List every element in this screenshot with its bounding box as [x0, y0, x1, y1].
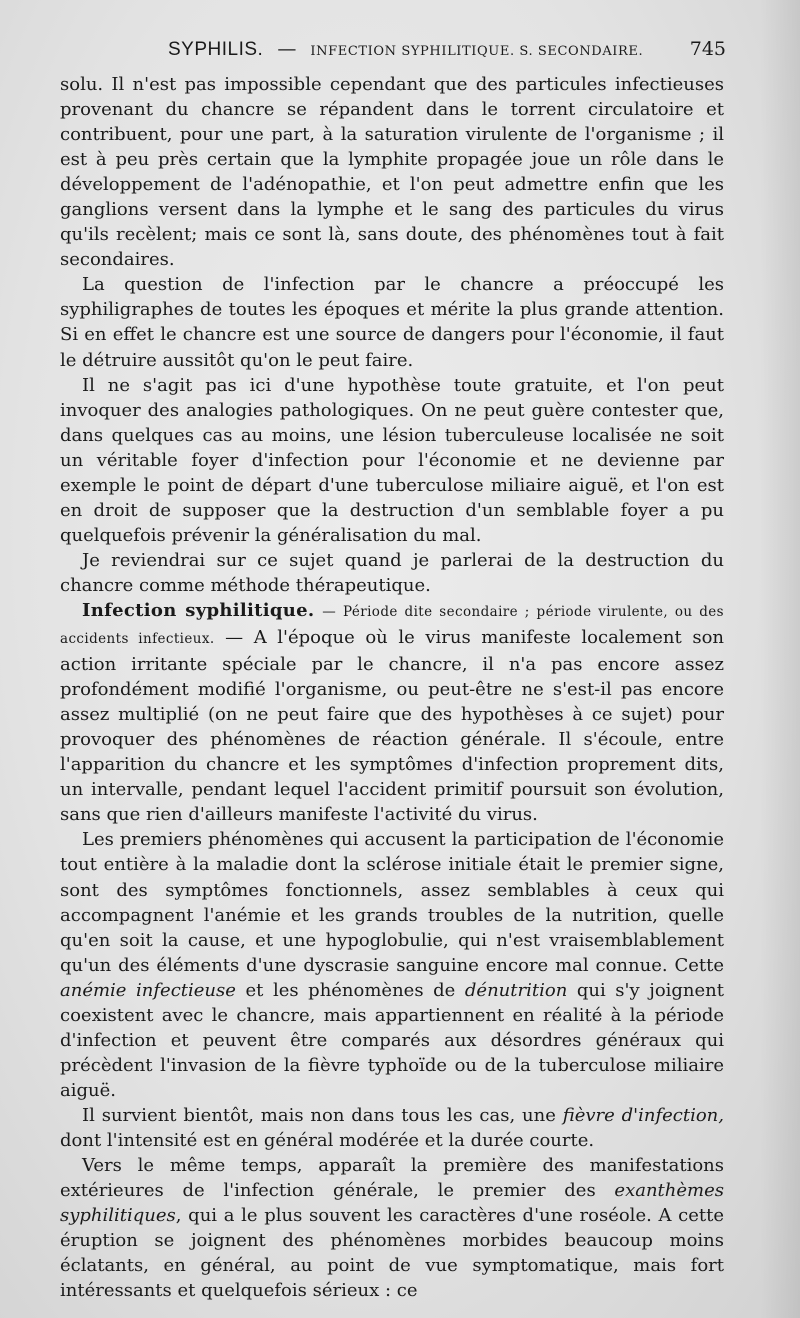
paragraph-4: Je reviendrai sur ce sujet quand je parlerai de la destruction du chancre comme méthode thérapeutique. — [60, 549, 724, 596]
paragraph-6-text-c: qui s'y joignent coexistent avec le chancre, mais appartiennent en réalité à la période d'infection et peuvent être comparés aux désordres généraux qui précèdent l'invasion de la fièvre typhoïde ou de la tuberculose miliaire aiguë. — [60, 979, 725, 1101]
paragraph-8 — [60, 1153, 724, 1303]
section-heading: Infection syphilitique. — [82, 599, 315, 621]
paragraph-6-text-b: et les phénomènes de — [235, 979, 465, 1001]
running-title: SYPHILIS. — [168, 39, 264, 60]
paragraph-8-text-a: Vers le même temps, apparaît la première des manifestations extérieures de l'infection générale, le premier des — [60, 1155, 724, 1202]
paragraph-2: La question de l'infection par le chancre a préoccupé les syphiligraphes de toutes les époques et mérite la plus grande attention. Si en effet le chancre est une source de dangers pour l'économie, il faut le détruire aussitôt qu'on le peut faire. — [60, 274, 724, 371]
running-subtitle: INFECTION SYPHILITIQUE. S. SECONDAIRE. — [310, 44, 644, 59]
paragraph-8-text-b: , qui a le plus souvent les caractères d'une roséole. A cette éruption se joignent des phénomènes morbides beaucoup moins éclatants, en général, au point de vue symptomatique, mais fort intéressants et quelquefois sérieux : ce — [60, 1205, 724, 1302]
paragraph-7 — [60, 1103, 724, 1153]
paragraph-3: Il ne s'agit pas ici d'une hypothèse toute gratuite, et l'on peut invoquer des analogies pathologiques. On ne peut guère contester que, dans quelques cas au moins, une lésion tuberculeuse localisée ne soit un véritable foyer d'infection pour l'économie et ne devienne par exemple le point de départ d'une tuberculose miliaire aiguë, et l'on est en droit de supposer que la destruction d'un semblable foyer a pu quelquefois prévenir la généralisation du mal. — [60, 374, 724, 546]
term-anemie-infectieuse: anémie infectieuse — [60, 979, 236, 1001]
paragraph-6 — [60, 827, 724, 1103]
paragraph-6-text-a: Les premiers phénomènes qui accusent la participation de l'économie tout entière à la maladie dont la sclérose initiale était le premier signe, sont des symptômes fonctionnels, assez semblables à ceux qui accompagnent l'anémie et les grands troubles de la nutrition, quelle qu'en soit la cause, et une hypoglobulie, qui n'est vraisemblablement qu'un des éléments d'une dyscrasie sanguine encore mal connue. Cette — [60, 829, 724, 976]
term-denutrition: dénutrition — [464, 979, 568, 1001]
paragraph-1: solu. Il n'est pas impossible cependant que des particules infectieuses provenant du chancre se répandent dans le torrent circulatoire et contribuent, pour une part, à la saturation virulente de l'organisme ; il est à peu près certain que la lymphite propagée joue un rôle dans le développement de l'adénopathie, et l'on peut admettre enfin que les ganglions versent dans la lymphe et le sang des particules du virus qu'ils recèlent; mais ce sont là, sans doute, des phénomènes tout à fait secondaires. — [60, 74, 724, 271]
paragraph-5-section — [60, 598, 724, 827]
header-dash: — — [277, 38, 297, 60]
term-exanthemes: exanthèmes syphilitiques — [60, 1180, 724, 1227]
paragraph-7-text-b: dont l'intensité est en général modérée et la durée courte. — [60, 1129, 595, 1151]
section-subheading: — Période dite secondaire ; période virulente, ou des accidents infectieux. — [60, 603, 724, 648]
body-text — [60, 72, 724, 1303]
page-edge-shadow — [760, 0, 800, 1318]
running-header — [168, 38, 726, 68]
paragraph-7-text-a: Il survient bientôt, mais non dans tous les cas, une — [82, 1104, 563, 1126]
term-fievre-infection: fièvre d'infection, — [562, 1104, 724, 1126]
page-number: 745 — [689, 38, 726, 60]
paragraph-5-text: — A l'époque où le virus manifeste localement son action irritante spéciale par le chancre, il n'a pas encore assez profondément modifié l'organisme, ou peut-être ne s'est-il pas encore assez multiplié (on ne peut faire que des hypothèses à ce sujet) pour provoquer des phénomènes de réaction générale. Il s'écoule, entre l'apparition du chancre et les symptômes d'infection proprement dits, un intervalle, pendant lequel l'accident primitif poursuit son évolution, sans que rien d'ailleurs manifeste l'activité du virus. — [60, 627, 724, 826]
